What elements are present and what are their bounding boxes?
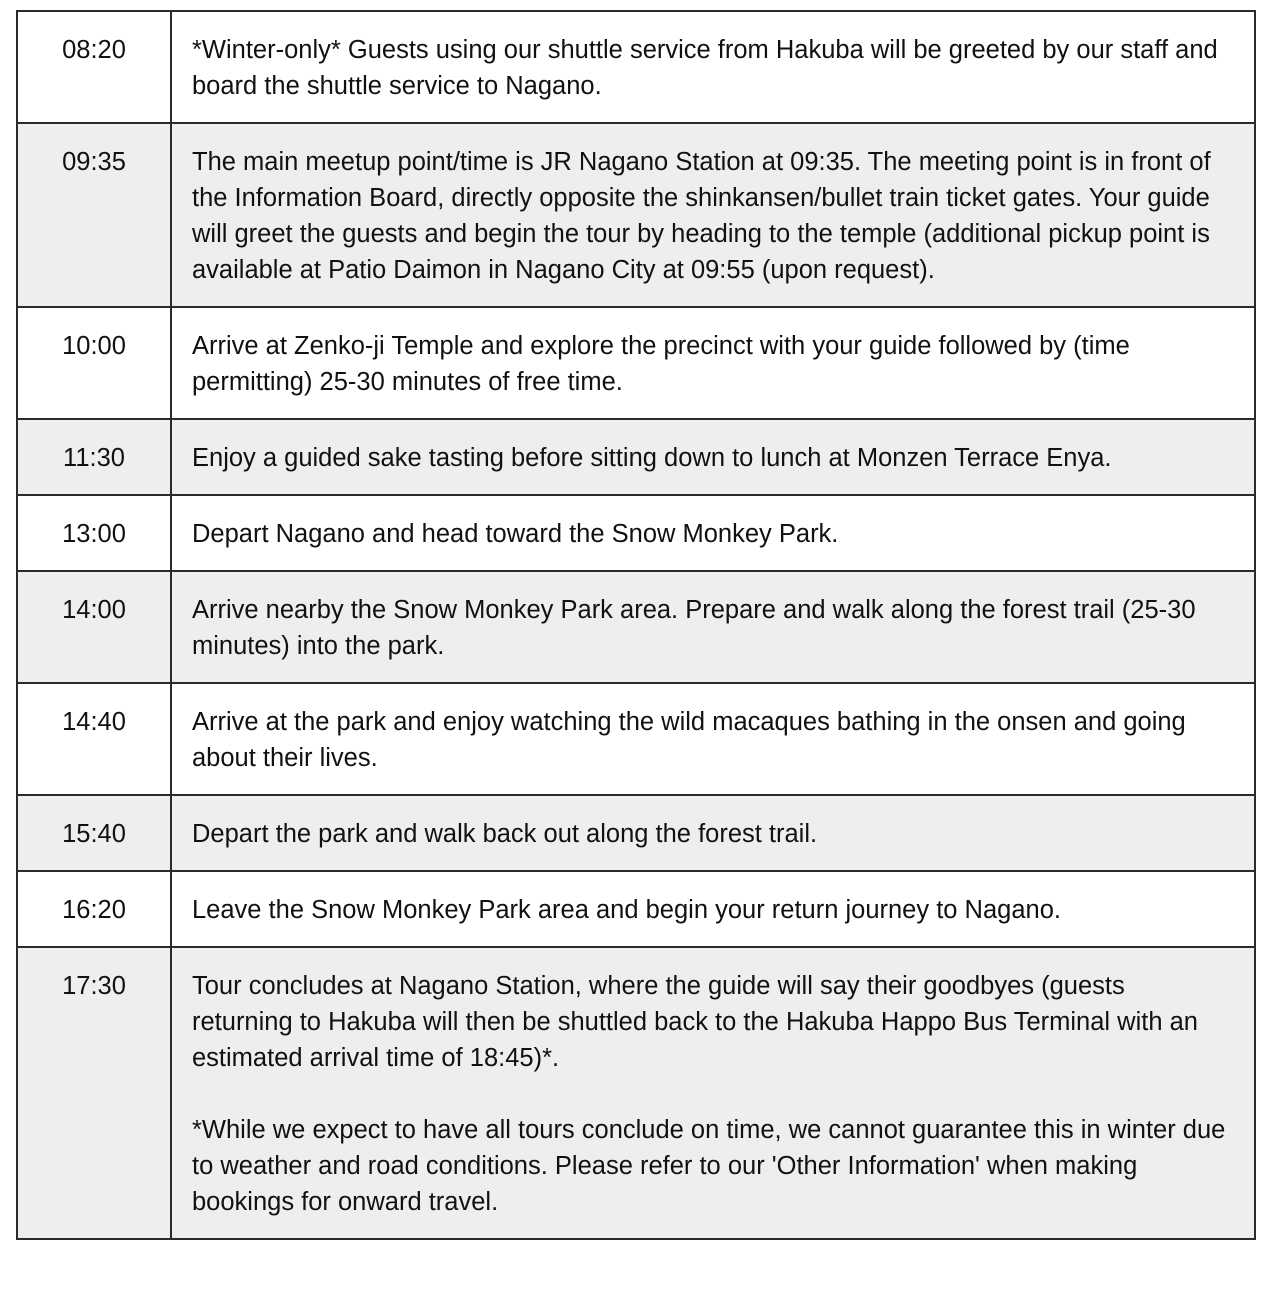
itinerary-time: 09:35 (17, 123, 171, 307)
description-text: Arrive nearby the Snow Monkey Park area. Prepare and walk along the forest trail (25-30 minutes) into the park. (192, 596, 1196, 660)
itinerary-description (171, 947, 1255, 1239)
itinerary-row (17, 871, 1255, 947)
itinerary-time: 13:00 (17, 495, 171, 571)
itinerary-time: 14:00 (17, 571, 171, 683)
description-text: Enjoy a guided sake tasting before sitting down to lunch at Monzen Terrace Enya. (192, 444, 1112, 472)
itinerary-row (17, 571, 1255, 683)
itinerary-row (17, 307, 1255, 419)
itinerary-description (171, 11, 1255, 123)
itinerary-time: 14:40 (17, 683, 171, 795)
itinerary-time: 11:30 (17, 419, 171, 495)
itinerary-time: 08:20 (17, 11, 171, 123)
itinerary-description (171, 683, 1255, 795)
description-text: Depart Nagano and head toward the Snow Monkey Park. (192, 520, 839, 548)
itinerary-description (171, 571, 1255, 683)
itinerary-description (171, 419, 1255, 495)
description-text: *Winter-only* Guests using our shuttle service from Hakuba will be greeted by our staff and board the shuttle service to Nagano. (192, 36, 1218, 100)
itinerary-description (171, 123, 1255, 307)
description-text: Depart the park and walk back out along the forest trail. (192, 820, 818, 848)
itinerary-row (17, 795, 1255, 871)
description-text: Tour concludes at Nagano Station, where the guide will say their goodbyes (guests returning to Hakuba will then be shuttled back to the Hakuba Happo Bus Terminal with an estimated arrival time of 18:45)*. (192, 972, 1198, 1072)
itinerary-row (17, 11, 1255, 123)
itinerary-description (171, 307, 1255, 419)
itinerary-time: 17:30 (17, 947, 171, 1239)
itinerary-row (17, 123, 1255, 307)
itinerary-table (16, 10, 1256, 1240)
itinerary-time: 10:00 (17, 307, 171, 419)
itinerary-time: 15:40 (17, 795, 171, 871)
itinerary-time: 16:20 (17, 871, 171, 947)
itinerary-row (17, 419, 1255, 495)
description-text: Arrive at the park and enjoy watching the wild macaques bathing in the onsen and going about their lives. (192, 708, 1186, 772)
description-text: Leave the Snow Monkey Park area and begin your return journey to Nagano. (192, 896, 1061, 924)
description-text: The main meetup point/time is JR Nagano Station at 09:35. The meeting point is in front of the Information Board, directly opposite the shinkansen/bullet train ticket gates. Your guide will greet the guests and begin the tour by heading to the temple (additional pickup point is available at Patio Daimon in Nagano City at 09:55 (upon request). (192, 148, 1211, 284)
itinerary-description (171, 495, 1255, 571)
itinerary-row (17, 683, 1255, 795)
itinerary-description (171, 795, 1255, 871)
description-text: Arrive at Zenko-ji Temple and explore the precinct with your guide followed by (time permitting) 25-30 minutes of free time. (192, 332, 1130, 396)
itinerary-row (17, 947, 1255, 1239)
itinerary-description (171, 871, 1255, 947)
itinerary-row (17, 495, 1255, 571)
disclaimer-text: *While we expect to have all tours conclude on time, we cannot guarantee this in winter due to weather and road conditions. Please refer to our 'Other Information' when making bookings for onward travel. (192, 1116, 1226, 1216)
